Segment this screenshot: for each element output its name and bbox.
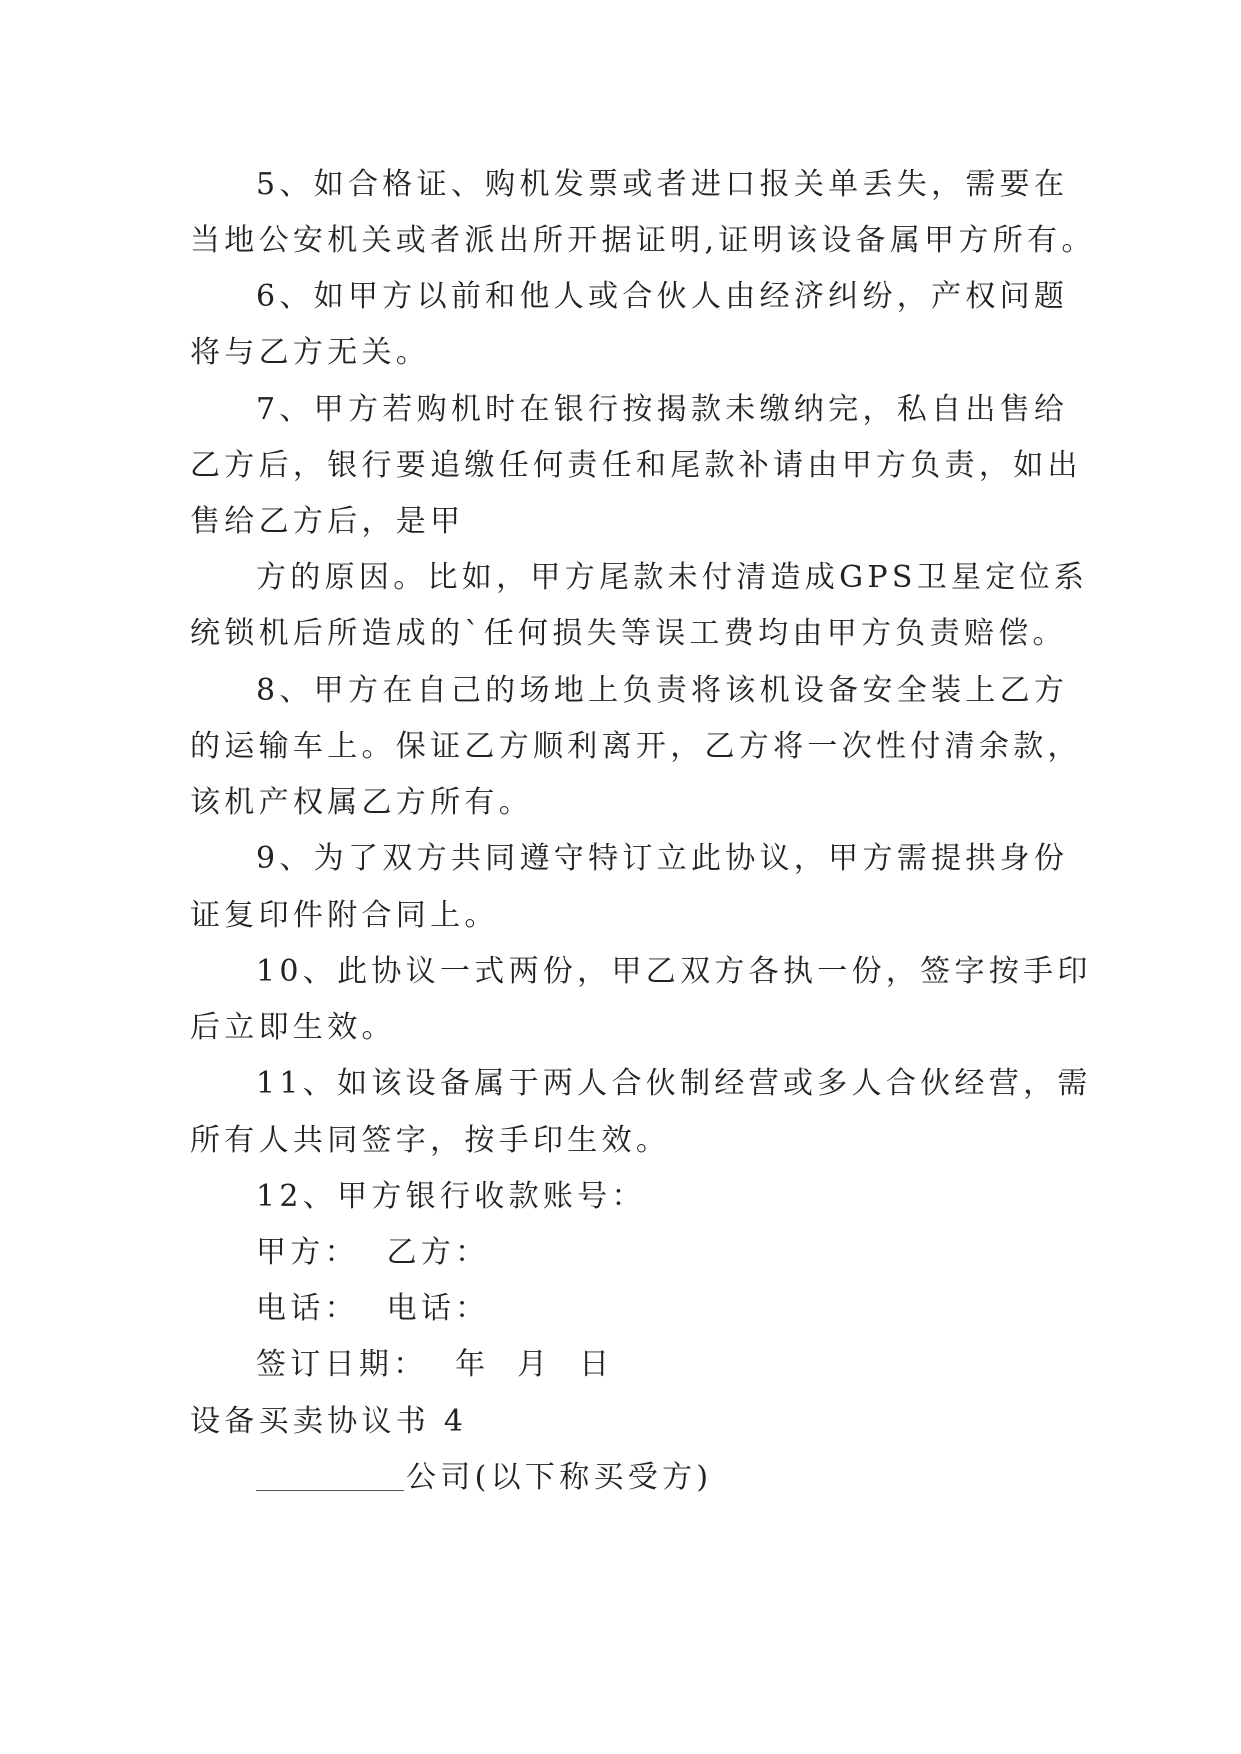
clause-8-line-1: 8、甲方在自己的场地上负责将该机设备安全装上乙方 <box>256 673 1069 708</box>
clause-7-line-3: 售给乙方后，是甲 <box>190 504 465 539</box>
buyer-company-line <box>256 1458 712 1498</box>
parties-line: 甲方： 乙方： <box>256 1235 490 1270</box>
clause-8-line-2: 的运输车上。保证乙方顺利离开，乙方将一次性付清余款， <box>190 729 1082 764</box>
company-name-blank <box>256 1462 404 1491</box>
clause-7b-line-2: 统锁机后所造成的`任何损失等误工费均由甲方负责赔偿。 <box>190 616 1067 651</box>
clause-9-line-2: 证复印件附合同上。 <box>190 898 499 933</box>
clause-6-line-2: 将与乙方无关。 <box>190 335 431 370</box>
clause-11-line-2: 所有人共同签字，按手印生效。 <box>190 1123 671 1158</box>
phones-line: 电话： 电话： <box>256 1291 490 1326</box>
clause-12: 12、甲方银行收款账号： <box>256 1179 646 1214</box>
clause-6-line-1: 6、如甲方以前和他人或合伙人由经济纠纷，产权问题 <box>256 279 1069 314</box>
next-agreement-title: 设备买卖协议书 4 <box>190 1404 468 1439</box>
clause-5-line-2: 当地公安机关或者派出所开据证明,证明该设备属甲方所有。 <box>190 223 1096 258</box>
clause-5-line-1: 5、如合格证、购机发票或者进口报关单丢失，需要在 <box>256 167 1069 202</box>
clause-11-line-1: 11、如该设备属于两人合伙制经营或多人合伙经营，需 <box>256 1066 1092 1101</box>
buyer-company-suffix: 公司(以下称买受方) <box>406 1460 713 1495</box>
clause-7-line-2: 乙方后，银行要追缴任何责任和尾款补请由甲方负责，如出 <box>190 448 1082 483</box>
clause-7b-line-1: 方的原因。比如，甲方尾款未付清造成GPS卫星定位系 <box>256 560 1089 595</box>
clause-10-line-1: 10、此协议一式两份，甲乙双方各执一份，签字按手印 <box>256 954 1092 989</box>
sign-date-line: 签订日期： 年 月 日 <box>256 1347 614 1382</box>
clause-8-line-3: 该机产权属乙方所有。 <box>190 785 533 820</box>
clause-7-line-1: 7、甲方若购机时在银行按揭款未缴纳完，私自出售给 <box>256 392 1069 427</box>
clause-9-line-1: 9、为了双方共同遵守特订立此协议，甲方需提拱身份 <box>256 841 1069 876</box>
clause-10-line-2: 后立即生效。 <box>190 1010 396 1045</box>
